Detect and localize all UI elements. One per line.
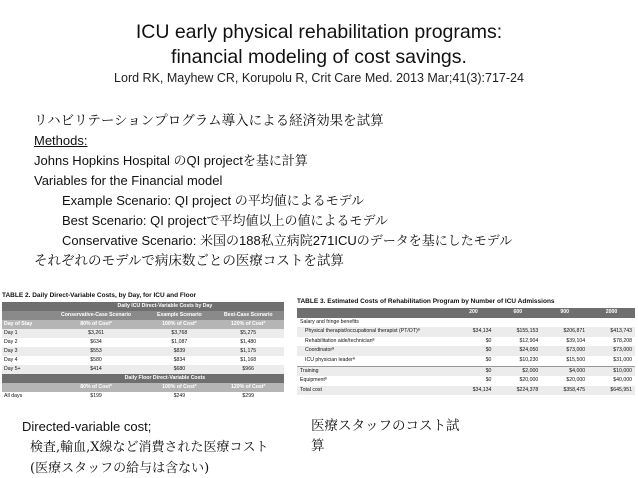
table-row: Day 5+ $414 $680 $966 (2, 365, 284, 374)
table-2-scenario-row (2, 311, 284, 320)
table-2-header-row (2, 302, 284, 311)
example-scenario-header: Example Scenario (146, 311, 212, 320)
icu-cost-header: Daily ICU Direct-Variable Costs by Day (46, 302, 284, 311)
note-right-line-2: 算 (311, 438, 325, 454)
table-3-label: TABLE 3. (297, 298, 326, 305)
floor-cost-header: Daily Floor Direct-Variable Costs (46, 374, 284, 383)
table-row: Day 2 $634 $1,087 $1,480 (4, 339, 257, 345)
estimate-line: それぞれのモデルで病床数ごとの医療コストを試算 (34, 253, 344, 269)
summary-line: リハビリテーションプログラム導入による経済効果を試算 (34, 113, 384, 129)
table-row: Salary and fringe benefits (300, 318, 359, 325)
table-row: Physical therapist/occupational therapist (PT/OT)ª $34,134 $155,153 $206,871 $413,743 (297, 327, 635, 337)
conservative-scenario-line: Conservative Scenario: 米国の188私立病院271ICUのデータを基にしたモデル (62, 233, 513, 248)
floor-header-row (2, 374, 284, 383)
conservative-scenario-header: Conservative-Case Scenario (46, 311, 147, 320)
table-row: All days $199 $249 $299 (4, 393, 254, 399)
table-2-grid (2, 302, 284, 401)
note-left-line-1: Directed-variable cost; (22, 419, 152, 434)
table-3-title-text: Estimated Costs of Rehabilitation Program by Number of ICU Admissions (327, 298, 555, 305)
floor-pct-row (2, 383, 284, 392)
table-row: ICU physician leaderª $0 $10,230 $15,500 $31,000 (305, 356, 632, 363)
table-row: Day 4 $580 $834 $1,168 (4, 357, 257, 363)
table-3-title (297, 297, 635, 306)
admissions-200-header: 200 (452, 308, 494, 318)
table-2-pct-row (2, 320, 284, 329)
admissions-900-header: 900 (541, 308, 588, 318)
methods-heading: Methods: (34, 133, 88, 148)
note-left-line-2: 検査,輸血,X線など消費された医療コスト (30, 440, 269, 455)
table-row: Equipmentª $0 $20,000 $20,000 $40,000 (300, 377, 632, 384)
methods-basis-line: Johns Hopkins Hospital のQI projectを基に計算 (34, 153, 308, 168)
floor-pct-80-header: 80% of Costª (46, 383, 147, 392)
staff-cost-note (311, 416, 460, 456)
variables-heading: Variables for the Financial model (34, 173, 223, 188)
table-row: Coordinatorª $0 $24,050 $73,000 $73,000 (297, 346, 635, 356)
pct-100-header: 100% of Costª (146, 320, 212, 329)
table-2 (2, 291, 284, 401)
best-scenario-header: Best-Case Scenario (212, 311, 284, 320)
admissions-600-header: 600 (494, 308, 541, 318)
table-row: Training $0 $2,000 $4,000 $10,000 (297, 366, 635, 376)
admissions-2000-header: 2000 (588, 308, 635, 318)
directed-variable-cost-note (22, 416, 269, 478)
table-row: Day 1 $3,261 $3,768 $5,275 (2, 329, 284, 338)
table-row: Day 3 $553 $839 $1,175 (2, 347, 284, 356)
floor-pct-120-header: 120% of Costª (212, 383, 284, 392)
citation: Lord RK, Mayhew CR, Korupolu R, Crit Care Med. 2013 Mar;41(3):717-24 (114, 71, 524, 85)
note-left-line-3: (医療スタッフの給与は含ない) (30, 461, 210, 476)
note-right-line-1: 医療スタッフのコスト試 (311, 418, 460, 434)
slide-body (34, 111, 624, 271)
slide-title-line-1: ICU early physical rehabilitation programs: (135, 21, 503, 43)
pct-80-header: 80% of Costª (46, 320, 147, 329)
table-2-label: TABLE 2. (2, 292, 31, 299)
best-scenario-line: Best Scenario: QI projectで平均値以上の値によるモデル (62, 213, 388, 228)
table-3-grid (297, 308, 635, 395)
slide-title-line-2: financial modeling of cost savings. (171, 46, 467, 68)
day-of-stay-header: Day of Stay (2, 320, 46, 329)
table-row: Total cost $34,134 $224,378 $358,475 $645,951 (297, 386, 635, 396)
table-2-title (2, 291, 284, 300)
table-2-title-text: Daily Direct-Variable Costs, by Day, for ICU and Floor (32, 292, 197, 299)
pct-120-header: 120% of Costª (212, 320, 284, 329)
floor-pct-100-header: 100% of Costª (146, 383, 212, 392)
table-3-header-row (297, 308, 635, 318)
table-3 (297, 297, 635, 395)
example-scenario-line: Example Scenario: QI project の平均値によるモデル (62, 193, 365, 208)
table-row: Rehabilitation aide/technicianª $0 $12,904 $39,104 $78,208 (305, 337, 632, 344)
